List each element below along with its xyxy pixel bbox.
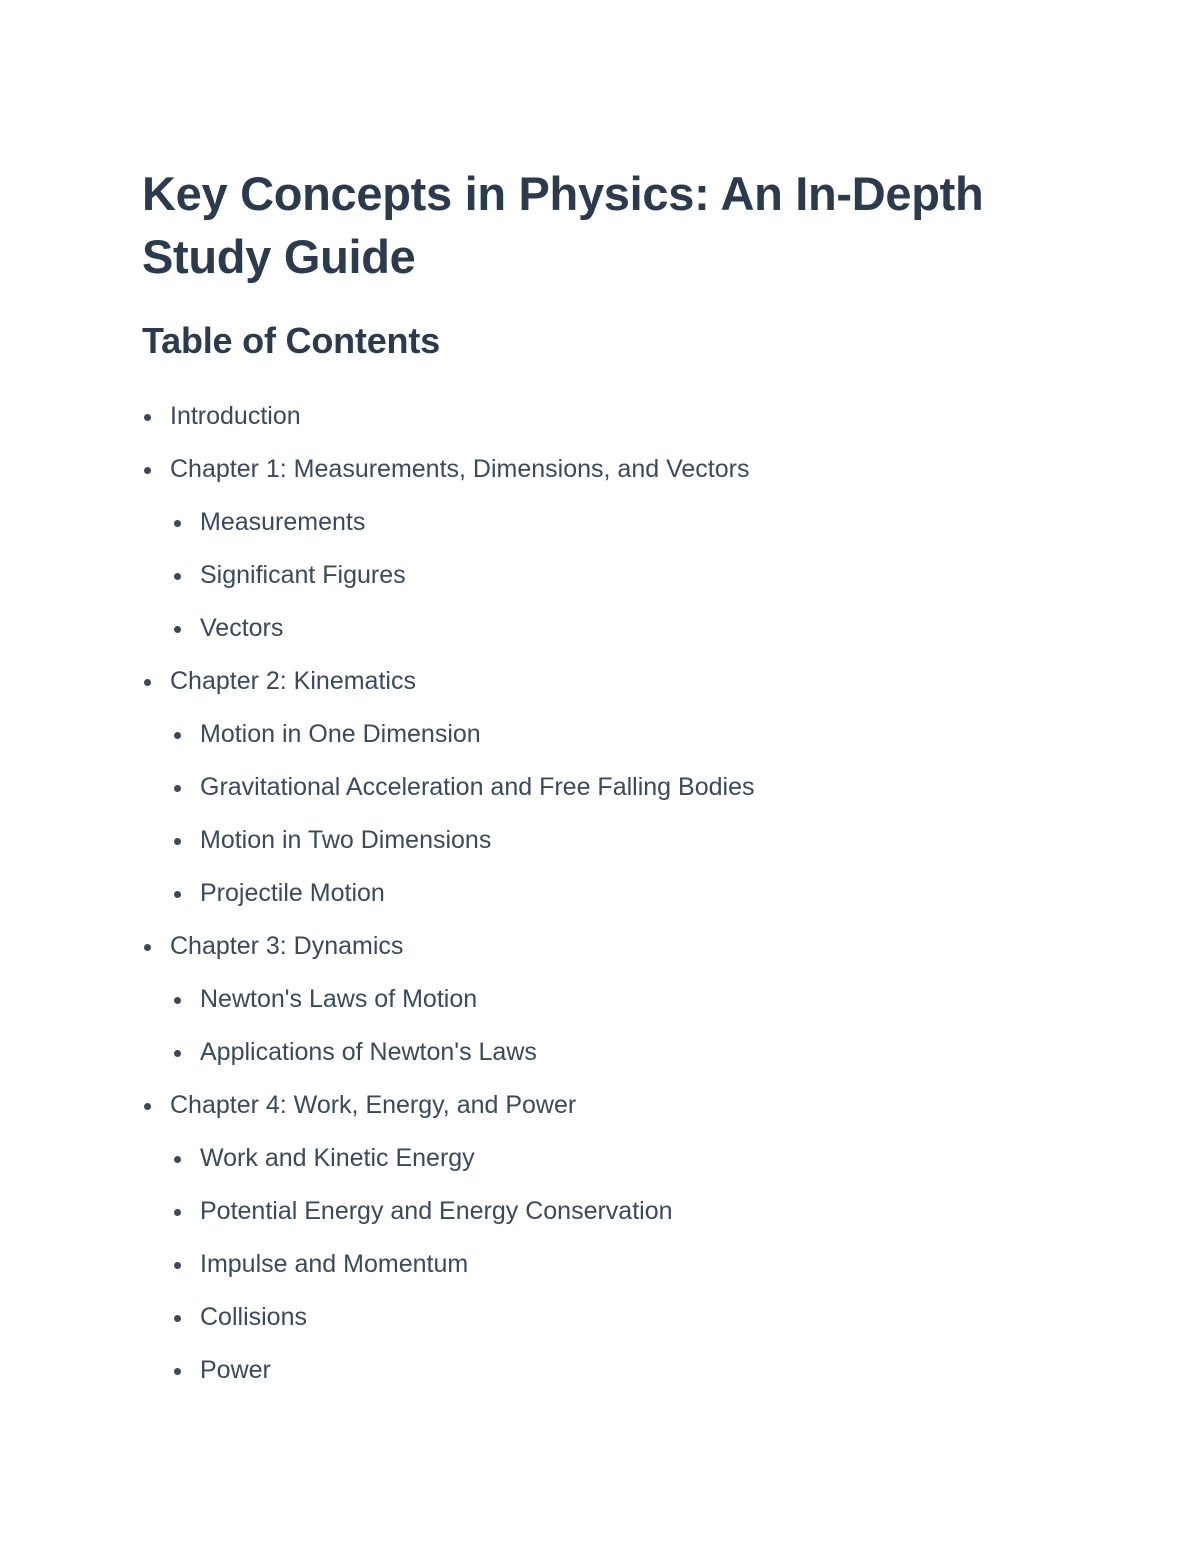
toc-item-label: Chapter 2: Kinematics xyxy=(170,667,416,695)
toc-section-item[interactable] xyxy=(142,1026,1062,1079)
toc-chapter-item[interactable] xyxy=(142,390,1062,443)
document-title-line-1: Key Concepts in Physics: An In-Depth xyxy=(142,167,984,220)
bullet-icon xyxy=(174,1262,181,1269)
bullet-icon xyxy=(144,414,151,421)
toc-section-item[interactable] xyxy=(142,549,1062,602)
toc-item-label: Motion in Two Dimensions xyxy=(200,826,492,854)
toc-section-item[interactable] xyxy=(142,973,1062,1026)
toc-item-label: Chapter 3: Dynamics xyxy=(170,932,404,960)
toc-item-label: Impulse and Momentum xyxy=(200,1250,469,1278)
toc-item-label: Gravitational Acceleration and Free Falling Bodies xyxy=(200,773,755,801)
toc-section-item[interactable] xyxy=(142,1344,1062,1397)
toc-item-label: Introduction xyxy=(170,402,301,430)
toc-item-label: Applications of Newton's Laws xyxy=(200,1038,537,1066)
document-page xyxy=(142,162,1062,1397)
toc-heading: Table of Contents xyxy=(142,320,440,361)
toc-section-item[interactable] xyxy=(142,1291,1062,1344)
toc-item-label: Work and Kinetic Energy xyxy=(200,1144,475,1172)
toc-item-label: Projectile Motion xyxy=(200,879,385,907)
bullet-icon xyxy=(174,1368,181,1375)
bullet-icon xyxy=(174,732,181,739)
toc-item-label: Significant Figures xyxy=(200,561,406,589)
bullet-icon xyxy=(174,1050,181,1057)
bullet-icon xyxy=(174,520,181,527)
bullet-icon xyxy=(144,679,151,686)
bullet-icon xyxy=(174,573,181,580)
bullet-icon xyxy=(144,1103,151,1110)
document-title xyxy=(142,162,1062,288)
toc-item-label: Motion in One Dimension xyxy=(200,720,481,748)
bullet-icon xyxy=(144,467,151,474)
bullet-icon xyxy=(174,891,181,898)
table-of-contents xyxy=(142,390,1062,1397)
toc-section-item[interactable] xyxy=(142,867,1062,920)
toc-item-label: Measurements xyxy=(200,508,366,536)
toc-item-label: Chapter 4: Work, Energy, and Power xyxy=(170,1091,577,1119)
toc-item-label: Newton's Laws of Motion xyxy=(200,985,478,1013)
bullet-icon xyxy=(174,1209,181,1216)
toc-chapter-item[interactable] xyxy=(142,920,1062,973)
toc-section-item[interactable] xyxy=(142,602,1062,655)
bullet-icon xyxy=(174,785,181,792)
bullet-icon xyxy=(174,626,181,633)
bullet-icon xyxy=(174,1156,181,1163)
bullet-icon xyxy=(174,1315,181,1322)
toc-section-item[interactable] xyxy=(142,1185,1062,1238)
toc-item-label: Potential Energy and Energy Conservation xyxy=(200,1197,673,1225)
toc-section-item[interactable] xyxy=(142,496,1062,549)
toc-item-label: Collisions xyxy=(200,1303,307,1331)
toc-chapter-item[interactable] xyxy=(142,443,1062,496)
toc-item-label: Chapter 1: Measurements, Dimensions, and Vectors xyxy=(170,455,750,483)
document-title-line-2: Study Guide xyxy=(142,230,416,283)
bullet-icon xyxy=(174,838,181,845)
toc-item-label: Vectors xyxy=(200,614,284,642)
toc-section-item[interactable] xyxy=(142,761,1062,814)
bullet-icon xyxy=(174,997,181,1004)
toc-chapter-item[interactable] xyxy=(142,655,1062,708)
bullet-icon xyxy=(144,944,151,951)
toc-chapter-item[interactable] xyxy=(142,1079,1062,1132)
toc-section-item[interactable] xyxy=(142,814,1062,867)
toc-section-item[interactable] xyxy=(142,708,1062,761)
toc-item-label: Power xyxy=(200,1356,271,1384)
toc-section-item[interactable] xyxy=(142,1132,1062,1185)
toc-section-item[interactable] xyxy=(142,1238,1062,1291)
